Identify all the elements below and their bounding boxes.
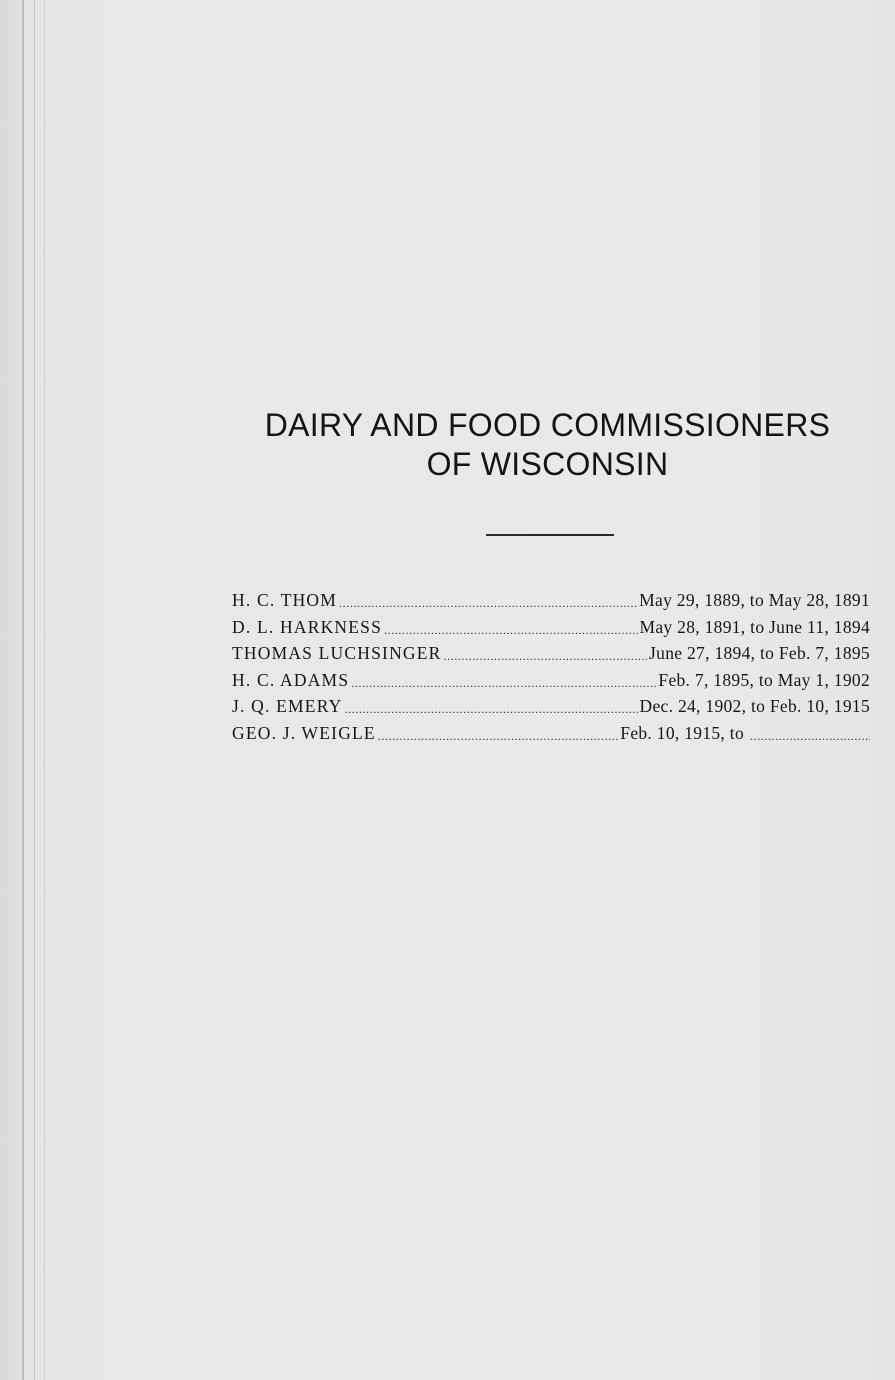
commissioner-term: Feb. 7, 1895, to May 1, 1902	[658, 669, 870, 690]
commissioner-name: J. Q. EMERY	[232, 696, 343, 717]
commissioner-name: THOMAS LUCHSINGER	[232, 643, 442, 664]
commissioner-row	[232, 617, 870, 644]
title-divider	[486, 534, 614, 536]
dot-leader	[750, 724, 870, 742]
dot-leader	[339, 591, 637, 609]
page-title-line-1: DAIRY AND FOOD COMMISSIONERS	[264, 407, 831, 443]
commissioner-row	[232, 696, 870, 723]
commissioner-name: GEO. J. WEIGLE	[232, 722, 376, 743]
commissioner-row	[232, 723, 870, 750]
binding-edge	[34, 0, 35, 1380]
dot-leader	[344, 697, 637, 715]
page-title-line-2: OF WISCONSIN	[426, 446, 669, 482]
commissioner-term: Feb. 10, 1915, to	[620, 722, 744, 743]
commissioner-term: June 27, 1894, to Feb. 7, 1895	[649, 643, 870, 664]
commissioner-row	[232, 643, 870, 670]
commissioner-term: May 29, 1889, to May 28, 1891	[639, 590, 870, 610]
dot-leader	[444, 644, 648, 662]
binding-edge	[44, 0, 45, 1380]
commissioner-row	[232, 590, 870, 617]
commissioner-name: H. C. ADAMS	[232, 669, 350, 690]
dot-leader	[384, 618, 637, 636]
binding-edge	[22, 0, 24, 1380]
commissioner-list	[232, 590, 870, 750]
commissioner-term: Dec. 24, 1902, to Feb. 10, 1915	[639, 696, 870, 717]
commissioner-term-open	[620, 723, 870, 744]
dot-leader	[351, 671, 656, 689]
commissioner-name: H. C. THOM	[232, 590, 338, 610]
commissioner-term: May 28, 1891, to June 11, 1894	[639, 616, 870, 637]
commissioner-name: D. L. HARKNESS	[232, 616, 383, 637]
commissioner-row	[232, 670, 870, 697]
dot-leader	[378, 724, 618, 742]
